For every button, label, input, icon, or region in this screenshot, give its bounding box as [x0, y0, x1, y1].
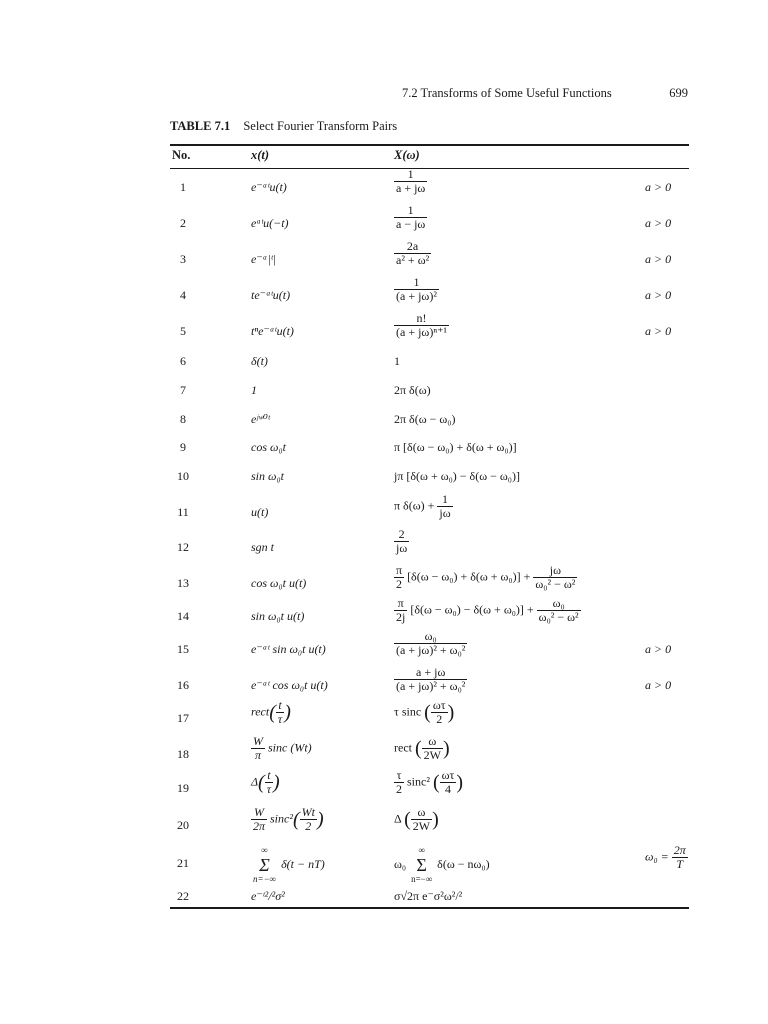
- transform-fraction-numerator: 1: [407, 167, 414, 181]
- row-number: 5: [180, 324, 186, 338]
- time-signal: tⁿe⁻ᵃᵗu(t): [251, 324, 294, 338]
- summation-lower: n=−∞: [253, 874, 277, 884]
- time-signal: sgn t: [251, 540, 275, 554]
- transform-term: δ(ω − nω₀): [437, 856, 490, 871]
- coefficient-fraction-denominator: 2π: [253, 819, 266, 833]
- time-signal: [251, 844, 325, 886]
- time-signal: e⁻ᵃᵗ cos ω₀t u(t): [251, 678, 328, 692]
- parenthesis: ): [432, 808, 439, 831]
- fourier-transform: [394, 844, 490, 886]
- coefficient-fraction-numerator: W: [254, 805, 264, 819]
- time-signal: u(t): [251, 505, 269, 519]
- fourier-transform: [394, 769, 463, 796]
- transform-fraction-numerator: ωτ: [441, 768, 455, 782]
- condition-lhs: ω₀ =: [645, 849, 669, 864]
- function-term: sinc (Wt): [268, 740, 312, 755]
- condition: a > 0: [645, 252, 672, 266]
- transform-fraction-numerator: jω: [549, 563, 561, 577]
- transform-fraction-denominator: (a + jω)²: [396, 289, 437, 303]
- time-signal: 1: [251, 383, 257, 397]
- summation-sigma: Σ: [259, 855, 270, 875]
- row-number: 3: [180, 252, 186, 266]
- time-signal: te⁻ᵃᵗu(t): [251, 288, 291, 302]
- transform-fraction-denominator: ω₀² − ω²: [538, 610, 579, 624]
- table-label: TABLE 7.1: [170, 119, 231, 133]
- transform-fraction-numerator: ω: [417, 805, 426, 819]
- coefficient-fraction: [394, 769, 404, 796]
- table-caption: [170, 119, 397, 134]
- fourier-transform: [394, 806, 439, 833]
- transform-fraction-denominator: 4: [440, 782, 457, 796]
- fourier-transform: [394, 597, 581, 624]
- summation: [251, 844, 278, 886]
- condition: a > 0: [645, 180, 672, 194]
- condition-fraction: [672, 844, 688, 871]
- row-number: 6: [180, 354, 186, 368]
- table-top-rule: [170, 144, 689, 146]
- transform-fraction-numerator: 2a: [406, 239, 419, 253]
- coefficient-fraction-numerator: τ: [396, 768, 402, 782]
- summation-upper: ∞: [418, 845, 425, 855]
- parenthesis: (: [269, 701, 276, 724]
- row-number: 20: [177, 818, 189, 832]
- row-number: 19: [177, 781, 189, 795]
- transform-fraction-denominator: 2W: [423, 748, 441, 762]
- argument-fraction-denominator: 2: [300, 819, 317, 833]
- condition-fraction-denominator: T: [672, 857, 688, 871]
- transform-term: rect: [394, 740, 412, 755]
- summation-upper: ∞: [261, 845, 268, 855]
- fourier-transform: [394, 528, 409, 555]
- transform-fraction: [394, 204, 427, 231]
- parenthesis: ): [284, 701, 291, 724]
- transform-term: Δ: [394, 811, 402, 826]
- transform-term: sinc²: [407, 774, 430, 789]
- table-header-rule: [170, 168, 689, 169]
- time-signal: cos ω₀t: [251, 440, 286, 454]
- transform-fraction-denominator: (a + jω)² + ω₀²: [396, 643, 466, 657]
- time-signal: e⁻ᵗ²/²σ²: [251, 889, 285, 903]
- time-signal: e⁻ᵃ|ᵗ|: [251, 252, 277, 266]
- page-number: 699: [669, 86, 688, 100]
- parenthesis: ): [316, 808, 324, 831]
- parenthesis: ): [456, 771, 464, 794]
- table-title: Select Fourier Transform Pairs: [243, 119, 398, 133]
- condition: a > 0: [645, 216, 672, 230]
- time-signal: e⁻ᵃᵗu(t): [251, 180, 287, 194]
- transform-fraction-numerator: 1: [441, 492, 448, 506]
- transform-fraction-denominator: a + jω: [396, 181, 426, 195]
- fourier-transform: [394, 666, 467, 693]
- row-number: 1: [180, 180, 186, 194]
- argument-fraction-numerator: t: [278, 698, 282, 712]
- transform-fraction: [533, 564, 577, 591]
- time-signal: cos ω₀t u(t): [251, 576, 307, 590]
- coefficient-fraction: [251, 735, 265, 762]
- parenthesis: ): [442, 737, 450, 760]
- transform-fraction-numerator: ω: [428, 734, 437, 748]
- transform-term: ω₀: [394, 856, 407, 871]
- summation-lower: n=−∞: [411, 874, 433, 884]
- parenthesis: (: [432, 771, 440, 794]
- row-number: 14: [177, 609, 189, 623]
- coefficient-fraction-denominator: π: [251, 748, 265, 762]
- transform-term: [δ(ω − ω₀) + δ(ω + ω₀)] +: [407, 569, 531, 584]
- time-signal: sin ω₀t u(t): [251, 609, 305, 623]
- row-number: 17: [177, 711, 189, 725]
- transform-fraction-numerator: a + jω: [416, 665, 446, 679]
- row-number: 22: [177, 889, 189, 903]
- fourier-transform: jπ [δ(ω + ω₀) − δ(ω − ω₀)]: [394, 469, 520, 483]
- summation: [409, 844, 434, 886]
- transform-fraction-numerator: ω₀: [552, 596, 565, 610]
- transform-fraction-denominator: 2W: [412, 819, 431, 833]
- time-signal: [251, 769, 280, 796]
- parenthesis: ): [447, 701, 455, 724]
- transform-term: τ sinc: [394, 704, 422, 719]
- fourier-transform: [394, 312, 449, 339]
- column-header-x: x(t): [251, 148, 270, 162]
- transform-fraction-denominator: (a + jω)² + ω₀²: [396, 679, 466, 693]
- coefficient-fraction-numerator: π: [397, 596, 404, 610]
- fourier-transform: π [δ(ω − ω₀) + δ(ω + ω₀)]: [394, 440, 517, 454]
- transform-fraction-denominator: ω₀² − ω²: [535, 577, 576, 591]
- transform-fraction: [394, 666, 467, 693]
- function-name: rect: [251, 704, 270, 719]
- fourier-transform: σ√2π e⁻σ²ω²/²: [394, 889, 463, 903]
- function-name: Δ: [251, 774, 259, 789]
- transform-fraction-numerator: ω₀: [424, 629, 437, 643]
- fourier-transform: [394, 699, 454, 726]
- argument-fraction-numerator: Wt: [301, 805, 315, 819]
- row-number: 4: [180, 288, 186, 302]
- fourier-transform: 2π δ(ω − ω₀): [394, 412, 456, 426]
- transform-fraction: [537, 597, 581, 624]
- transform-fraction: [440, 769, 457, 796]
- time-signal: eʲʷ⁰ᵗ: [251, 412, 270, 426]
- fourier-transform: [394, 564, 577, 591]
- argument-fraction-denominator: τ: [266, 782, 272, 796]
- transform-fraction: [437, 493, 452, 520]
- fourier-transform: [394, 493, 453, 520]
- fourier-transform: [394, 735, 450, 762]
- transform-fraction-denominator: a − jω: [396, 217, 426, 231]
- coefficient-fraction-denominator: 2: [396, 782, 402, 796]
- argument-fraction: [276, 699, 284, 726]
- running-header: [0, 86, 768, 104]
- time-signal: [251, 735, 312, 762]
- transform-term: π δ(ω) +: [394, 498, 435, 513]
- row-number: 11: [177, 505, 189, 519]
- fourier-transform: [394, 630, 467, 657]
- fourier-transform: 1: [394, 354, 400, 368]
- transform-fraction: [394, 276, 439, 303]
- condition: a > 0: [645, 678, 672, 692]
- transform-fraction-denominator: jω: [396, 541, 408, 555]
- function-name: sinc²: [270, 811, 293, 826]
- row-number: 18: [177, 747, 189, 761]
- condition: a > 0: [645, 324, 672, 338]
- parenthesis: ): [273, 771, 280, 794]
- condition: a > 0: [645, 642, 672, 656]
- parenthesis: (: [258, 771, 265, 794]
- coefficient-fraction: [251, 806, 267, 833]
- row-number: 2: [180, 216, 186, 230]
- table-bottom-rule: [170, 907, 689, 909]
- condition-fraction-numerator: 2π: [673, 843, 686, 857]
- transform-fraction-denominator: 2: [431, 712, 448, 726]
- fourier-transform: [394, 204, 427, 231]
- row-number: 13: [177, 576, 189, 590]
- parenthesis: (: [414, 737, 422, 760]
- transform-fraction-numerator: 1: [413, 275, 420, 289]
- condition: a > 0: [645, 288, 672, 302]
- row-number: 8: [180, 412, 186, 426]
- fourier-transform: [394, 276, 439, 303]
- row-number: 10: [177, 469, 189, 483]
- time-signal: δ(t): [251, 354, 268, 368]
- fourier-transform: [394, 168, 427, 195]
- section-title: 7.2 Transforms of Some Useful Functions: [402, 86, 612, 100]
- transform-fraction: [411, 806, 432, 833]
- transform-fraction-denominator: a² + ω²: [396, 253, 430, 267]
- coefficient-fraction-numerator: W: [253, 734, 263, 748]
- row-number: 9: [180, 440, 186, 454]
- time-signal: e⁻ᵃᵗ sin ω₀t u(t): [251, 642, 326, 656]
- transform-fraction-numerator: n!: [416, 311, 427, 325]
- coefficient-fraction-denominator: 2j: [396, 610, 406, 624]
- time-signal: eᵃᵗu(−t): [251, 216, 289, 230]
- fourier-transform: [394, 240, 431, 267]
- transform-fraction-numerator: 1: [407, 203, 414, 217]
- parenthesis: (: [292, 808, 300, 831]
- transform-fraction: [394, 312, 449, 339]
- coefficient-fraction-numerator: π: [396, 563, 403, 577]
- row-number: 16: [177, 678, 189, 692]
- row-number: 7: [180, 383, 186, 397]
- coefficient-fraction: [394, 597, 407, 624]
- condition: [645, 844, 688, 871]
- summation-sigma: Σ: [416, 855, 427, 875]
- parenthesis: (: [424, 701, 431, 724]
- column-header-X: X(ω): [394, 148, 420, 162]
- argument-fraction: [265, 769, 273, 796]
- transform-term: [δ(ω − ω₀) − δ(ω + ω₀)] +: [410, 602, 534, 617]
- argument-fraction-denominator: τ: [277, 712, 283, 726]
- fourier-transform: 2π δ(ω): [394, 383, 431, 397]
- function-term: δ(t − nT): [281, 856, 325, 871]
- transform-fraction-numerator: ωτ: [432, 698, 446, 712]
- row-number: 15: [177, 642, 189, 656]
- transform-fraction: [431, 699, 448, 726]
- parenthesis: (: [404, 808, 411, 831]
- time-signal: [251, 806, 324, 833]
- transform-fraction-numerator: 2: [398, 527, 405, 541]
- row-number: 21: [177, 856, 189, 870]
- transform-fraction: [394, 630, 467, 657]
- transform-fraction: [394, 240, 431, 267]
- coefficient-fraction: [394, 564, 404, 591]
- transform-fraction-denominator: jω: [439, 506, 451, 520]
- argument-fraction-numerator: t: [267, 768, 271, 782]
- coefficient-fraction-denominator: 2: [394, 577, 404, 591]
- transform-fraction: [394, 528, 409, 555]
- argument-fraction: [300, 806, 317, 833]
- row-number: 12: [177, 540, 189, 554]
- transform-fraction: [394, 168, 427, 195]
- column-header-no: No.: [172, 148, 191, 162]
- transform-fraction: [422, 735, 443, 762]
- time-signal: sin ω₀t: [251, 469, 284, 483]
- time-signal: [251, 699, 291, 726]
- transform-fraction-denominator: (a + jω)ⁿ⁺¹: [396, 325, 448, 339]
